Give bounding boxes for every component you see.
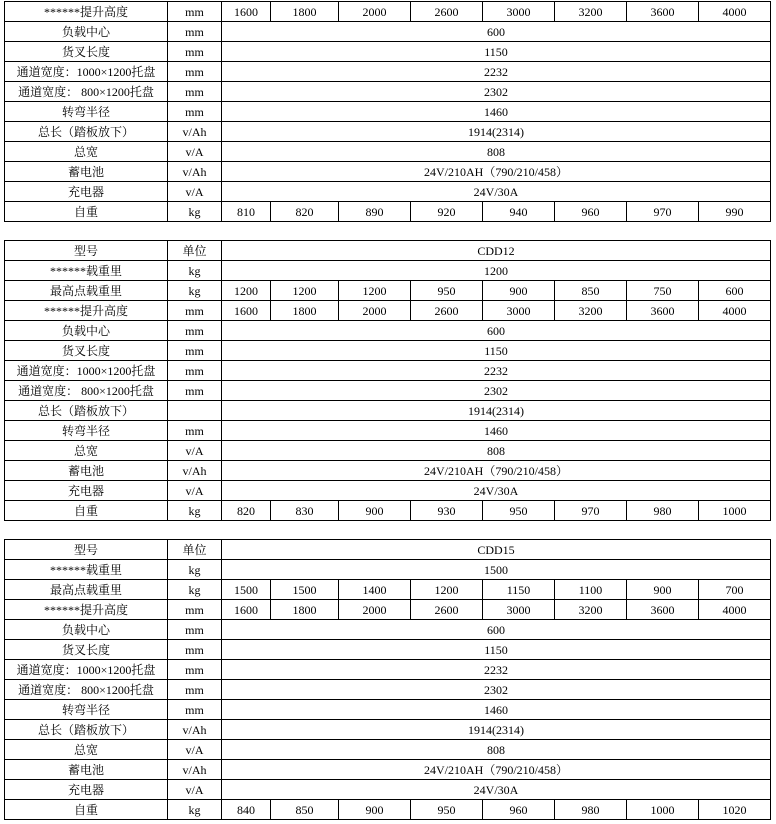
spec-value: 750 (627, 281, 699, 301)
spec-value: 1500 (222, 580, 271, 600)
spec-value: 950 (411, 281, 483, 301)
spec-value: 2000 (339, 600, 411, 620)
spec-label: 货叉长度 (5, 42, 168, 62)
spec-value: 2232 (222, 361, 771, 381)
spec-value: 3200 (555, 2, 627, 22)
spec-value: 3000 (483, 600, 555, 620)
spec-label: 负载中心 (5, 22, 168, 42)
spec-value: 1200 (271, 281, 339, 301)
spec-unit: v/Ah (168, 122, 222, 142)
spec-unit: v/Ah (168, 720, 222, 740)
spec-unit: mm (168, 82, 222, 102)
spec-value: 700 (699, 580, 771, 600)
spec-value: 1200 (411, 580, 483, 600)
spec-label: ******提升高度 (5, 301, 168, 321)
spec-label: 最高点载重里 (5, 281, 168, 301)
spec-value: 3200 (555, 301, 627, 321)
spec-label: 充电器 (5, 481, 168, 501)
spec-label: 蓄电池 (5, 461, 168, 481)
spec-value: 900 (339, 800, 411, 820)
spec-unit: mm (168, 102, 222, 122)
spec-label: ******载重里 (5, 261, 168, 281)
spec-value: 2302 (222, 82, 771, 102)
spec-value: 24V/210AH（790/210/458） (222, 461, 771, 481)
spec-value: 24V/210AH（790/210/458） (222, 162, 771, 182)
spec-value: 3000 (483, 301, 555, 321)
spec-unit: kg (168, 501, 222, 521)
spec-value: 820 (271, 202, 339, 222)
spec-value: 24V/210AH（790/210/458） (222, 760, 771, 780)
spec-value: 600 (699, 281, 771, 301)
unit-label: 单位 (168, 241, 222, 261)
spec-value: 2302 (222, 680, 771, 700)
spec-unit: v/Ah (168, 760, 222, 780)
spec-value: 1600 (222, 301, 271, 321)
spec-unit: v/A (168, 142, 222, 162)
spec-label: 货叉长度 (5, 640, 168, 660)
spec-value: 1400 (339, 580, 411, 600)
spec-label: ******提升高度 (5, 600, 168, 620)
spec-value: 900 (483, 281, 555, 301)
spec-value: 1800 (271, 600, 339, 620)
spec-unit: kg (168, 580, 222, 600)
spec-unit: mm (168, 700, 222, 720)
spec-value: 2000 (339, 2, 411, 22)
spec-unit: mm (168, 62, 222, 82)
spec-value: 600 (222, 620, 771, 640)
spec-value: 600 (222, 22, 771, 42)
spec-label: 通道宽度：1000×1200托盘 (5, 660, 168, 680)
model-label: 型号 (5, 540, 168, 560)
spec-value: 890 (339, 202, 411, 222)
spec-label: 通道宽度： 800×1200托盘 (5, 680, 168, 700)
spec-label: 自重 (5, 501, 168, 521)
spec-table-cdd15 (4, 539, 771, 820)
spec-unit: kg (168, 202, 222, 222)
spec-label: 蓄电池 (5, 760, 168, 780)
spec-unit: mm (168, 2, 222, 22)
spec-value: 2232 (222, 660, 771, 680)
spec-value: 900 (627, 580, 699, 600)
spec-value: 1600 (222, 2, 271, 22)
spec-unit: v/A (168, 780, 222, 800)
spec-label: 负载中心 (5, 620, 168, 640)
spec-value: 1914(2314) (222, 401, 771, 421)
spec-value: 960 (555, 202, 627, 222)
spec-value: 900 (339, 501, 411, 521)
spec-unit: v/Ah (168, 461, 222, 481)
spec-value: 808 (222, 740, 771, 760)
spec-value: 2000 (339, 301, 411, 321)
spec-label: 通道宽度：1000×1200托盘 (5, 361, 168, 381)
spec-value: 930 (411, 501, 483, 521)
spec-value: 1100 (555, 580, 627, 600)
spec-unit: mm (168, 421, 222, 441)
spec-value: 2600 (411, 2, 483, 22)
spec-value: 950 (411, 800, 483, 820)
spec-value: 850 (271, 800, 339, 820)
spec-value: 820 (222, 501, 271, 521)
spec-value: 1200 (339, 281, 411, 301)
spec-value: 1460 (222, 700, 771, 720)
spec-value: 970 (627, 202, 699, 222)
model-name: CDD12 (222, 241, 771, 261)
spec-label: 自重 (5, 800, 168, 820)
spec-label: 充电器 (5, 182, 168, 202)
spec-label: 总长（踏板放下） (5, 401, 168, 421)
spec-value: 990 (699, 202, 771, 222)
spec-value: 980 (555, 800, 627, 820)
spec-label: ******提升高度 (5, 2, 168, 22)
spec-unit: kg (168, 560, 222, 580)
spec-label: 转弯半径 (5, 421, 168, 441)
spec-label: 总宽 (5, 441, 168, 461)
spec-value: 1150 (222, 640, 771, 660)
model-name: CDD15 (222, 540, 771, 560)
spec-value: 808 (222, 142, 771, 162)
spec-label: 通道宽度： 800×1200托盘 (5, 381, 168, 401)
spec-value: 1460 (222, 102, 771, 122)
spec-label: 总宽 (5, 740, 168, 760)
spec-value: 808 (222, 441, 771, 461)
spec-value: 1600 (222, 600, 271, 620)
spec-label: 总宽 (5, 142, 168, 162)
spec-value: 810 (222, 202, 271, 222)
spec-value: 1000 (627, 800, 699, 820)
spec-unit: kg (168, 281, 222, 301)
model-label: 型号 (5, 241, 168, 261)
spec-label: 通道宽度：1000×1200托盘 (5, 62, 168, 82)
spec-value: 3000 (483, 2, 555, 22)
spec-value: 1200 (222, 281, 271, 301)
spec-label: 通道宽度： 800×1200托盘 (5, 82, 168, 102)
spec-unit: kg (168, 261, 222, 281)
spec-unit: mm (168, 381, 222, 401)
spec-value: 1150 (222, 42, 771, 62)
spec-value: 850 (555, 281, 627, 301)
spec-unit (168, 401, 222, 421)
spec-value: 3600 (627, 600, 699, 620)
spec-value: 3600 (627, 301, 699, 321)
spec-label: 转弯半径 (5, 700, 168, 720)
spec-value: 600 (222, 321, 771, 341)
spec-unit: mm (168, 301, 222, 321)
spec-label: 转弯半径 (5, 102, 168, 122)
spec-unit: v/A (168, 441, 222, 461)
spec-unit: mm (168, 42, 222, 62)
spec-value: 830 (271, 501, 339, 521)
spec-value: 1200 (222, 261, 771, 281)
spec-value: 970 (555, 501, 627, 521)
spec-unit: mm (168, 321, 222, 341)
spec-value: 940 (483, 202, 555, 222)
spec-value: 1500 (222, 560, 771, 580)
spec-value: 1000 (699, 501, 771, 521)
spec-value: 1460 (222, 421, 771, 441)
spec-unit: mm (168, 22, 222, 42)
spec-unit: mm (168, 640, 222, 660)
spec-value: 1500 (271, 580, 339, 600)
spec-label: 总长（踏板放下） (5, 720, 168, 740)
spec-label: 蓄电池 (5, 162, 168, 182)
spec-value: 1150 (222, 341, 771, 361)
spec-unit: v/Ah (168, 162, 222, 182)
spec-value: 1150 (483, 580, 555, 600)
spec-label: 总长（踏板放下） (5, 122, 168, 142)
spec-value: 840 (222, 800, 271, 820)
spec-value: 1020 (699, 800, 771, 820)
spec-value: 2232 (222, 62, 771, 82)
spec-value: 980 (627, 501, 699, 521)
spec-value: 2600 (411, 600, 483, 620)
spec-value: 960 (483, 800, 555, 820)
spec-label: 自重 (5, 202, 168, 222)
spec-value: 1914(2314) (222, 720, 771, 740)
spec-value: 1914(2314) (222, 122, 771, 142)
spec-value: 3200 (555, 600, 627, 620)
spec-value: 24V/30A (222, 481, 771, 501)
spec-unit: mm (168, 600, 222, 620)
spec-unit: mm (168, 341, 222, 361)
spec-table (4, 1, 771, 222)
spec-value: 2302 (222, 381, 771, 401)
spec-value: 24V/30A (222, 780, 771, 800)
spec-unit: v/A (168, 481, 222, 501)
spec-value: 950 (483, 501, 555, 521)
spec-label: ******载重里 (5, 560, 168, 580)
spec-value: 4000 (699, 2, 771, 22)
spec-value: 24V/30A (222, 182, 771, 202)
spec-label: 最高点载重里 (5, 580, 168, 600)
spec-label: 负载中心 (5, 321, 168, 341)
unit-label: 单位 (168, 540, 222, 560)
spec-unit: v/A (168, 740, 222, 760)
spec-value: 1800 (271, 301, 339, 321)
spec-unit: kg (168, 800, 222, 820)
spec-value: 4000 (699, 301, 771, 321)
spec-unit: mm (168, 620, 222, 640)
spec-unit: mm (168, 361, 222, 381)
spec-unit: v/A (168, 182, 222, 202)
spec-unit: mm (168, 660, 222, 680)
spec-label: 充电器 (5, 780, 168, 800)
spec-value: 2600 (411, 301, 483, 321)
spec-unit: mm (168, 680, 222, 700)
spec-value: 1800 (271, 2, 339, 22)
spec-label: 货叉长度 (5, 341, 168, 361)
spec-value: 3600 (627, 2, 699, 22)
spec-value: 4000 (699, 600, 771, 620)
spec-table-cdd12 (4, 240, 771, 521)
spec-value: 920 (411, 202, 483, 222)
